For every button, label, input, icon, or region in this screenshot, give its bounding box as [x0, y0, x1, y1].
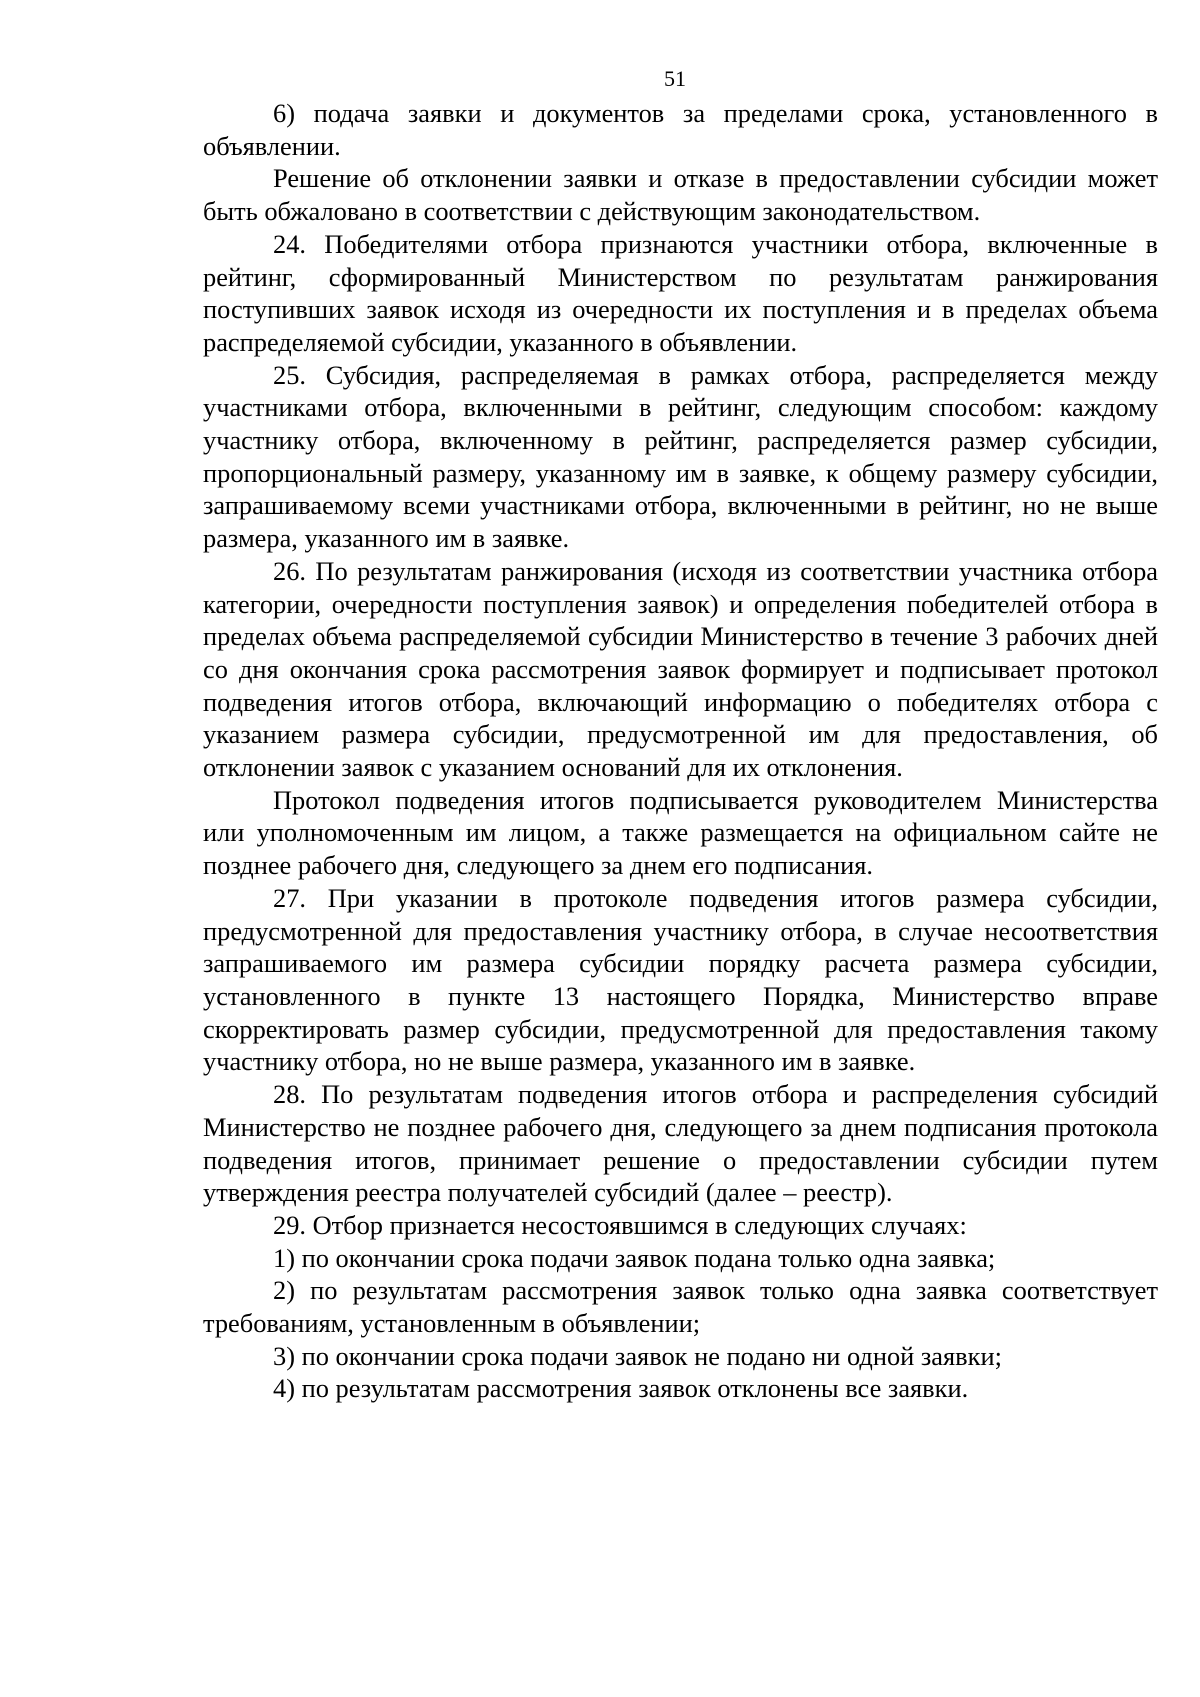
paragraph-27: 27. При указании в протоколе подведения итогов размера субсидии, предусмотренной для предоставления участнику отбора, в случае несоответствия запрашиваемого им размера субсидии порядку расчета размера субсидии, установленного в пункте 13 настоящего Порядка, Министерство вправе скорректировать размер субсидии, предусмотренной для предоставления такому участнику отбора, но не выше размера, указанного им в заявке.	[203, 882, 1158, 1077]
paragraph-protocol: Протокол подведения итогов подписывается руководителем Министерства или уполномоченным им лицом, а также размещается на официальном сайте не позднее рабочего дня, следующего за днем его подписания.	[203, 784, 1158, 881]
paragraph-25: 25. Субсидия, распределяемая в рамках отбора, распределяется между участниками отбора, включенными в рейтинг, следующим способом: каждому участнику отбора, включенному в рейтинг, распределяется размер субсидии, пропорциональный размеру, указанному им в заявке, к общему размеру субсидии, запрашиваемому всеми участниками отбора, включенными в рейтинг, но не выше размера, указанного им в заявке.	[203, 359, 1158, 554]
paragraph-28: 28. По результатам подведения итогов отбора и распределения субсидий Министерство не позднее рабочего дня, следующего за днем подписания протокола подведения итогов, принимает решение о предоставлении субсидии путем утверждения реестра получателей субсидий (далее – реестр).	[203, 1079, 1158, 1208]
paragraph-appeal: Решение об отклонении заявки и отказе в предоставлении субсидии может быть обжаловано в соответствии с действующим законодательством.	[203, 163, 1158, 227]
list-item-1: 1) по окончании срока подачи заявок подана только одна заявка;	[273, 1242, 996, 1273]
paragraph-29: 29. Отбор признается несостоявшимся в следующих случаях:	[273, 1209, 967, 1240]
document-body	[203, 97, 1158, 1405]
list-item-3: 3) по окончании срока подачи заявок не подано ни одной заявки;	[273, 1340, 1002, 1371]
list-item-2: 2) по результатам рассмотрения заявок только одна заявка соответствует требованиям, установленным в объявлении;	[203, 1275, 1158, 1339]
paragraph-26: 26. По результатам ранжирования (исходя из соответствии участника отбора категории, очередности поступления заявок) и определения победителей отбора в пределах объема распределяемой субсидии Министерство в течение 3 рабочих дней со дня окончания срока рассмотрения заявок формирует и подписывает протокол подведения итогов отбора, включающий информацию о победителях отбора с указанием размера субсидии, предусмотренной им для предоставления, об отклонении заявок с указанием оснований для их отклонения.	[203, 555, 1158, 783]
list-item-4: 4) по результатам рассмотрения заявок отклонены все заявки.	[273, 1373, 969, 1404]
page-number: 51	[664, 66, 686, 91]
paragraph-24: 24. Победителями отбора признаются участники отбора, включенные в рейтинг, сформированный Министерством по результатам ранжирования поступивших заявок исходя из очередности их поступления и в пределах объема распределяемой субсидии, указанного в объявлении.	[203, 228, 1158, 357]
paragraph-item-6: 6) подача заявки и документов за пределами срока, установленного в объявлении.	[203, 98, 1158, 161]
